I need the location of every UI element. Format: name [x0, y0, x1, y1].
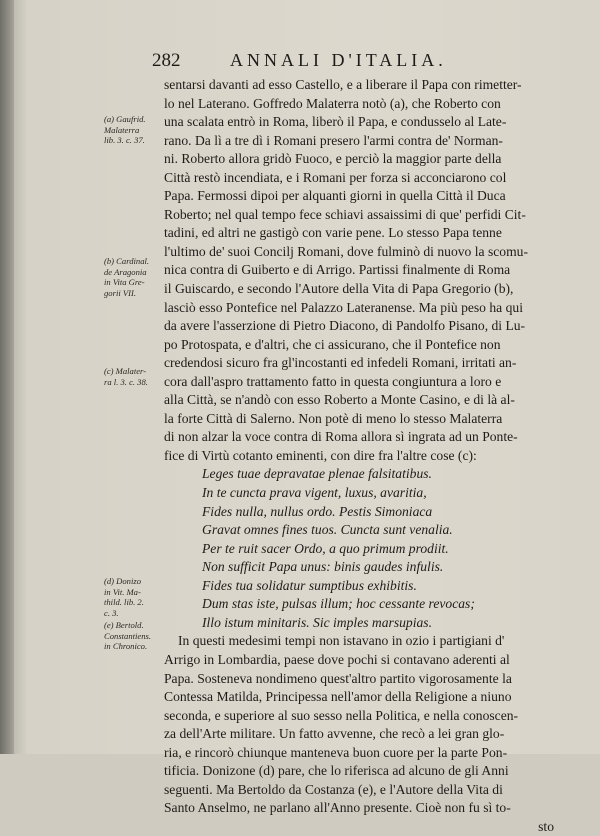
verse-line: Leges tuae depravatae plenae falsitatibus.: [202, 466, 432, 482]
text-line: l'ultimo de' suoi Concilj Romani, dove fulminò di nuovo la scomu-: [164, 243, 528, 259]
text-line: lo nel Laterano. Goffredo Malaterra notò (a), che Roberto con: [164, 95, 501, 111]
text-line: cora dall'aspro trattamento fatto in questa congiuntura a loro e: [164, 373, 502, 389]
note-line: de Aragonia: [104, 266, 147, 277]
text-line: alla Città, se n'andò con esso Roberto a Monte Casino, e di là al-: [164, 392, 515, 408]
verse-line: Fides nulla, nullus ordo. Pestis Simoniaca: [202, 503, 433, 519]
text-line: Arrigo in Lombardia, paese dove pochi si contavano aderenti al: [164, 651, 510, 667]
margin-note-d: [104, 576, 162, 618]
main-text: [164, 76, 568, 836]
text-line: una scalata entrò in Roma, liberò il Papa, e condusselo al Late-: [164, 114, 507, 130]
text-line: il Guiscardo, e secondo l'Autore della Vita di Papa Gregorio (b),: [164, 281, 514, 297]
text-line: Contessa Matilda, Principessa nell'amor della Religione a niuno: [164, 689, 512, 705]
text-line: sentarsi davanti ad esso Castello, e a liberare il Papa con rimetter-: [164, 77, 522, 92]
text-line: za dell'Arte militare. Un fatto avvenne, che recò a lei gran glo-: [164, 726, 505, 742]
text-line: Santo Anselmo, ne parlano all'Anno presente. Cioè non fu sì to-: [164, 800, 511, 816]
page-number: 282: [152, 50, 181, 71]
verse-line: Non sufficit Papa unus: binis gaudes infulis.: [202, 559, 444, 575]
text-line: lasciò esso Pontefice nel Palazzo Lateranense. Ma più peso ha qui: [164, 299, 523, 315]
text-line: ni. Roberto allora gridò Fuoco, e perciò la maggior parte della: [164, 151, 502, 167]
running-title: ANNALI D'ITALIA.: [230, 50, 447, 70]
text-line: tadini, ed altri ne gastigò con varie pene. Lo stesso Papa tenne: [164, 225, 502, 241]
text-line: fice di Virtù cotanto eminenti, con dire fra l'altre cose (c):: [164, 447, 477, 463]
verse-line: Per te ruit sacer Ordo, a quo primum prodiit.: [202, 540, 449, 556]
note-line: c. 3.: [104, 607, 119, 618]
latin-verse-block: [164, 465, 568, 632]
note-line: lib. 3. c. 37.: [104, 135, 145, 145]
note-line: thild. lib. 2.: [104, 597, 144, 607]
text-line: da avere l'asserzione di Pietro Diacono, di Pandolfo Pisano, di Lu-: [164, 318, 526, 334]
note-line: in Chronico.: [104, 641, 148, 651]
text-line: seguenti. Ma Bertoldo da Costanza (e), e l'Autore della Vita di: [164, 781, 503, 797]
note-line: (b) Cardinal.: [104, 256, 150, 266]
text-line: la forte Città di Salerno. Non potè di meno lo stesso Malaterra: [164, 410, 503, 426]
text-line: di non alzar la voce contra di Roma allora sì ingrata ad un Ponte-: [164, 429, 518, 445]
text-line: Papa. Fermossi dipoi per alquanti giorni in quella Città il Duca: [164, 188, 506, 204]
verse-line: Dum stas iste, pulsas illum; hoc cessante revocas;: [202, 596, 475, 612]
text-line: seconda, e superiore al suo sesso nella Politica, e nella conoscen-: [164, 707, 519, 723]
note-line: in Vit. Ma-: [104, 586, 141, 597]
verse-line: In te cuncta prava vigent, luxus, avaritia,: [202, 485, 427, 501]
text-line: rano. Da lì a tre dì i Romani presero l'armi contra de' Norman-: [164, 132, 503, 148]
text-line: In questi medesimi tempi non istavano in ozio i partigiani d': [178, 633, 505, 649]
text-line: tificia. Donizone (d) pare, che lo riferisca ad alcuno de gli Anni: [164, 763, 509, 779]
text-line: ria, e rincorò chiunque manteneva buon cuore per la parte Pon-: [164, 744, 508, 760]
note-line: ra l. 3. c. 38.: [104, 376, 148, 387]
text-line: Roberto; nel qual tempo fece schiavi assaissimi di que' perfidi Cit-: [164, 206, 526, 222]
verse-line: Illo istum minitaris. Sic imples marsupias.: [202, 614, 432, 630]
margin-note-a: [104, 114, 162, 146]
note-line: (a) Gaufrid.: [104, 114, 146, 124]
paragraph-bottom: [164, 632, 568, 836]
note-line: (e) Bertold.: [104, 620, 144, 630]
text-line: credendosi sicuro fra gl'incostanti ed infedeli Romani, irritati an-: [164, 355, 517, 371]
note-line: (c) Malater-: [104, 366, 147, 376]
margin-note-b: [104, 256, 162, 298]
verse-line: Fides tua solidatur sumptibus exhibitis.: [202, 577, 417, 593]
page-header: [152, 50, 572, 72]
catchword: sto: [538, 818, 554, 834]
note-line: (d) Donizo: [104, 576, 141, 586]
verse-line: Gravat omnes fines tuos. Cuncta sunt venalia.: [202, 522, 453, 538]
note-line: Malaterra: [104, 124, 140, 135]
text-line: nica contra di Guiberto e di Arrigo. Partissi finalmente di Roma: [164, 262, 511, 278]
note-line: in Vita Gre-: [104, 277, 145, 287]
text-line: Papa. Sosteneva nondimeno quest'altro partito vigorosamente la: [164, 670, 512, 686]
paragraph-top: [164, 76, 568, 465]
margin-note-c: [104, 366, 162, 387]
margin-note-e: [104, 620, 162, 652]
text-line: po Protospata, e d'altri, che ci assicurano, che il Pontefice non: [164, 336, 501, 352]
text-line: Città restò incendiata, e i Romani per forza si acconciarono col: [164, 169, 507, 185]
note-line: gorii VII.: [104, 287, 136, 298]
binding-gutter: [0, 0, 14, 754]
note-line: Constantiens.: [104, 630, 152, 641]
